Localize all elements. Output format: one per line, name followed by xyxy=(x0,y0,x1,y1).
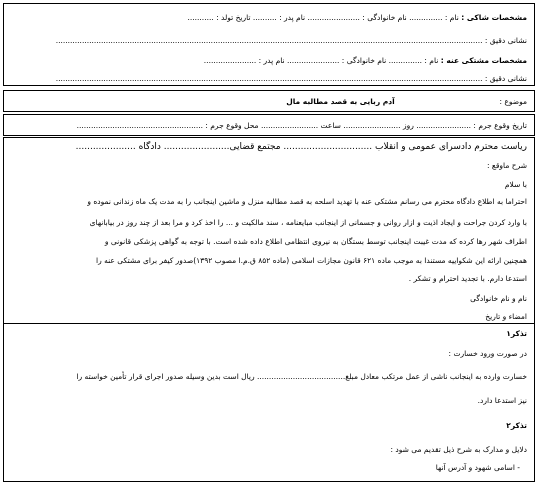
note1-line1: در صورت ورود خسارت : xyxy=(448,349,527,358)
greeting: با سلام xyxy=(504,180,527,189)
subject-line xyxy=(11,96,527,107)
defendant-line xyxy=(11,55,527,66)
note1-line2: خسارت وارده به اینجانب ناشی از عمل مرتکب معادل مبلغ..................................... ریال است بدین وسیله صدور اجرای قرار تأمین خواسته را xyxy=(76,372,527,381)
defendant-heading: مشخصات مشتکی عنه : xyxy=(440,56,527,65)
incident-line: تاریخ وقوع جرم : ....................... روز ........................ ساعت ........................ محل وقوع جرم : ..................................................... xyxy=(76,121,527,130)
signature-sign: امضاء و تاریخ xyxy=(485,312,527,321)
subject-value: آدم ربایی به قصد مطالبه مال xyxy=(286,97,395,106)
subject-section xyxy=(3,90,535,112)
defendant-address: نشانی دقیق : ................................................................................................................................................................................... xyxy=(55,74,527,83)
body-line-5: استدعا دارم. با تجدید احترام و تشکر . xyxy=(408,274,527,283)
complainant-line xyxy=(11,12,527,23)
body-line-3: اطراف شهر رها کرده که مدت غیبت اینجانب توسط بستگان به نیروی انتظامی اطلاع داده شده است. با توجه به گواهی پزشکی قانونی و xyxy=(104,237,527,246)
signature-name: نام و نام خانوادگی xyxy=(470,294,527,303)
subject-label: موضوع : xyxy=(499,97,527,106)
complainant-fields: نام : .............. نام خانوادگی : ...................... نام پدر : .......... تاریخ تولد : ........... xyxy=(187,13,459,22)
body-line-1: احتراما به اطلاع دادگاه محترم می رسانم مشتکی عنه با تهدید اسلحه به قصد مطالبه منزل و ماشین اینجانب را به مدت یک ماه زندانی نموده و xyxy=(87,197,527,206)
divider xyxy=(4,323,534,324)
parties-section xyxy=(3,3,535,86)
body-line-2: با وارد کردن جراحت و ایجاد اذیت و ازار روانی و جسمانی از اینجانب مبایعنامه ، سند مالکیت و ... را اخذ کرد و مرا بعد از چند روز در بیابانهای xyxy=(89,218,527,227)
note1-line3: نیز استدعا دارد. xyxy=(477,396,527,405)
petition-body xyxy=(3,137,535,482)
complainant-heading: مشخصات شاکی : xyxy=(461,13,527,22)
note2-line1: دلایل و مدارک به شرح ذیل تقدیم می شود : xyxy=(390,445,527,454)
complainant-address: نشانی دقیق : ................................................................................................................................................................................... xyxy=(55,36,527,45)
note2-item1: - اسامی شهود و آدرس آنها xyxy=(435,463,520,472)
addressee-line: ریاست محترم دادسرای عمومی و انقلاب ............................... مجتمع قضایی....................... دادگاه ..................... xyxy=(75,142,527,152)
note1-title: تذکر۱ xyxy=(506,329,527,338)
body-line-4: همچنین ارائه این شکواییه مستندا به موجب ماده ۶۲۱ قانون مجازات اسلامی (ماده ۸۵۲ ق.م.ا مصوب ۱۳۹۲)صدور کیفر برای مشتکی عنه را xyxy=(95,256,527,265)
note2-title: تذکر۲ xyxy=(506,421,527,430)
defendant-fields: نام : .............. نام خانوادگی : ...................... نام پدر : ...................... xyxy=(203,56,439,65)
case-label: شرح ماوقع : xyxy=(486,161,527,170)
incident-section xyxy=(3,114,535,136)
